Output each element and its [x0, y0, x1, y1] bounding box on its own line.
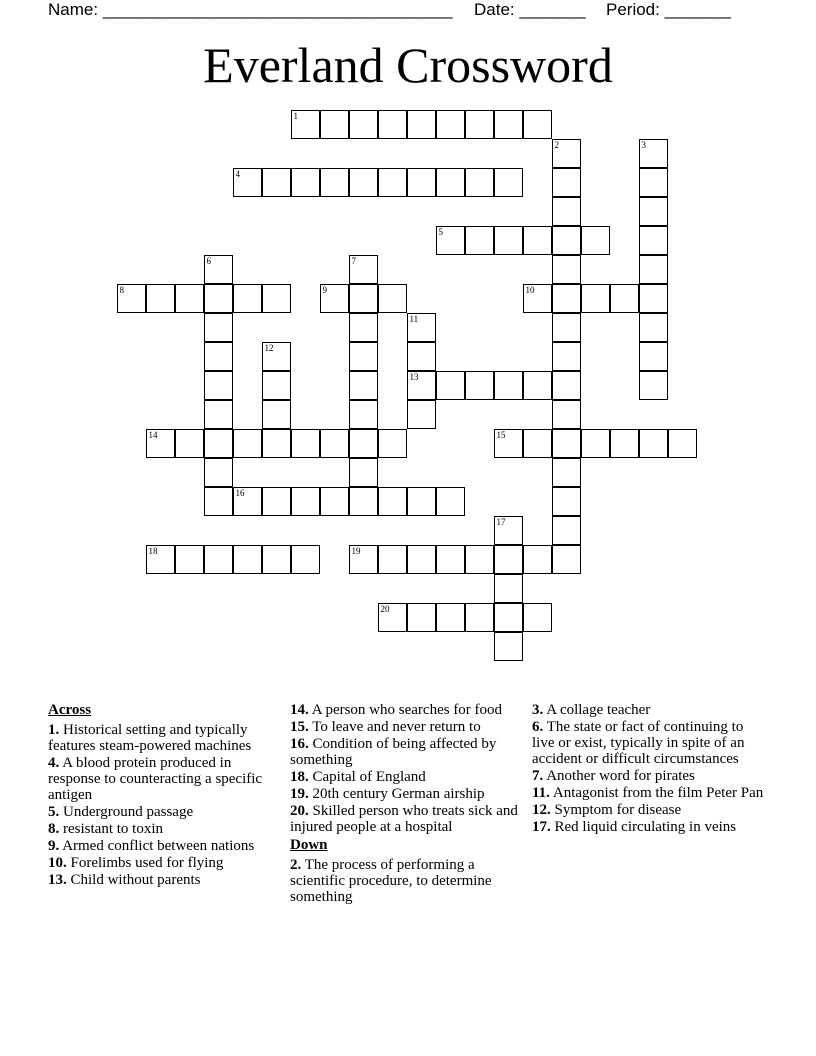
grid-cell[interactable] [523, 429, 552, 458]
grid-cell[interactable] [639, 139, 668, 168]
grid-cell[interactable] [349, 371, 378, 400]
grid-cell[interactable] [349, 255, 378, 284]
grid-cell[interactable] [407, 487, 436, 516]
grid-cell[interactable] [494, 545, 523, 574]
grid-cell[interactable] [233, 429, 262, 458]
clue-number: 11. [532, 785, 550, 801]
clue-text: A blood protein produced in response to counteracting a specific antigen [48, 755, 263, 803]
cell-number: 2 [554, 139, 559, 150]
cell-number: 4 [235, 168, 240, 179]
grid-cell[interactable] [204, 545, 233, 574]
cell-number: 8 [119, 284, 124, 295]
grid-cell[interactable] [262, 487, 291, 516]
grid-cell[interactable] [407, 342, 436, 371]
clue-text: Armed conflict between nations [62, 838, 255, 854]
clue-text: Symptom for disease [554, 802, 682, 818]
grid-cell[interactable] [291, 110, 320, 139]
grid-cell[interactable] [639, 342, 668, 371]
grid-cell[interactable] [552, 516, 581, 545]
grid-cell[interactable] [175, 284, 204, 313]
grid-cell[interactable] [436, 371, 465, 400]
clue-number: 17. [532, 819, 551, 835]
grid-cell[interactable] [465, 110, 494, 139]
grid-cell[interactable] [465, 168, 494, 197]
grid-cell[interactable] [320, 487, 349, 516]
grid-cell[interactable] [320, 168, 349, 197]
grid-cell[interactable] [552, 284, 581, 313]
clue-13 [48, 872, 276, 888]
clue-12 [532, 802, 768, 818]
period-field-label: Period: _______ [606, 0, 731, 19]
clue-text: Capital of England [312, 769, 426, 785]
grid-cell[interactable] [349, 487, 378, 516]
grid-cell[interactable] [262, 400, 291, 429]
grid-cell[interactable] [291, 168, 320, 197]
clue-4 [48, 755, 276, 803]
grid-cell[interactable] [552, 487, 581, 516]
grid-cell[interactable] [436, 168, 465, 197]
grid-cell[interactable] [262, 168, 291, 197]
grid-cell[interactable] [639, 429, 668, 458]
grid-cell[interactable] [552, 458, 581, 487]
grid-cell[interactable] [639, 284, 668, 313]
grid-cell[interactable] [349, 110, 378, 139]
grid-cell[interactable] [204, 429, 233, 458]
grid-cell[interactable] [436, 110, 465, 139]
grid-cell[interactable] [552, 197, 581, 226]
grid-cell[interactable] [349, 458, 378, 487]
clue-15 [290, 719, 522, 735]
clue-3 [532, 702, 768, 718]
grid-cell[interactable] [349, 429, 378, 458]
grid-cell[interactable] [349, 313, 378, 342]
clue-number: 18. [290, 769, 309, 785]
grid-cell[interactable] [465, 545, 494, 574]
clue-16 [290, 736, 522, 768]
grid-cell[interactable] [552, 226, 581, 255]
clue-number: 12. [532, 802, 551, 818]
clue-19 [290, 786, 522, 802]
grid-cell[interactable] [407, 313, 436, 342]
grid-cell[interactable] [639, 313, 668, 342]
grid-cell[interactable] [320, 110, 349, 139]
grid-cell[interactable] [320, 284, 349, 313]
grid-cell[interactable] [291, 429, 320, 458]
grid-cell[interactable] [436, 603, 465, 632]
grid-cell[interactable] [262, 342, 291, 371]
grid-cell[interactable] [523, 284, 552, 313]
clue-20 [290, 803, 522, 835]
grid-cell[interactable] [523, 545, 552, 574]
grid-cell[interactable] [146, 545, 175, 574]
clue-number: 2. [290, 857, 302, 873]
clue-number: 15. [290, 719, 309, 735]
grid-cell[interactable] [349, 342, 378, 371]
cell-number: 20 [380, 603, 390, 614]
grid-cell[interactable] [291, 545, 320, 574]
clue-number: 1. [48, 722, 60, 738]
cell-number: 14 [148, 429, 158, 440]
grid-cell[interactable] [204, 400, 233, 429]
grid-cell[interactable] [349, 168, 378, 197]
date-field-label: Date: _______ [474, 0, 586, 19]
grid-cell[interactable] [349, 400, 378, 429]
grid-cell[interactable] [407, 603, 436, 632]
grid-cell[interactable] [117, 284, 146, 313]
clue-text: Another word for pirates [546, 768, 695, 784]
clue-number: 6. [532, 719, 544, 735]
grid-cell[interactable] [175, 545, 204, 574]
clue-number: 14. [290, 702, 309, 718]
clue-text: Antagonist from the film Peter Pan [552, 785, 764, 801]
clue-17 [532, 819, 768, 835]
grid-cell[interactable] [378, 284, 407, 313]
clue-number: 19. [290, 786, 309, 802]
grid-cell[interactable] [349, 545, 378, 574]
grid-cell[interactable] [523, 603, 552, 632]
grid-cell[interactable] [552, 400, 581, 429]
clue-column-2 [290, 702, 522, 906]
clue-number: 16. [290, 736, 309, 752]
clue-text: Skilled person who treats sick and injured people at a hospital [290, 803, 518, 835]
clue-number: 10. [48, 855, 67, 871]
clue-text: Red liquid circulating in veins [554, 819, 737, 835]
grid-cell[interactable] [523, 226, 552, 255]
clue-text: Child without parents [70, 872, 201, 888]
grid-cell[interactable] [465, 226, 494, 255]
grid-cell[interactable] [378, 429, 407, 458]
grid-cell[interactable] [262, 284, 291, 313]
clue-text: Historical setting and typically features steam-powered machines [48, 722, 252, 754]
across-heading: Across [48, 702, 92, 718]
grid-cell[interactable] [494, 574, 523, 603]
grid-cell[interactable] [233, 487, 262, 516]
grid-cell[interactable] [204, 284, 233, 313]
grid-cell[interactable] [146, 429, 175, 458]
clue-text: The process of performing a scientific procedure, to determine something [290, 857, 492, 905]
clue-number: 9. [48, 838, 60, 854]
cell-number: 12 [264, 342, 274, 353]
cell-number: 5 [438, 226, 443, 237]
grid-cell[interactable] [552, 139, 581, 168]
grid-cell[interactable] [378, 545, 407, 574]
grid-cell[interactable] [494, 429, 523, 458]
clue-1 [48, 722, 276, 754]
clue-9 [48, 838, 276, 854]
grid-cell[interactable] [378, 487, 407, 516]
clue-column-1 [48, 702, 276, 889]
grid-cell[interactable] [494, 371, 523, 400]
grid-cell[interactable] [610, 284, 639, 313]
clue-5 [48, 804, 276, 820]
cell-number: 16 [235, 487, 245, 498]
name-field-label: Name: _____________________________________ [48, 0, 453, 19]
grid-cell[interactable] [668, 429, 697, 458]
grid-cell[interactable] [378, 168, 407, 197]
cell-number: 10 [525, 284, 535, 295]
grid-cell[interactable] [581, 429, 610, 458]
grid-cell[interactable] [552, 168, 581, 197]
cell-number: 19 [351, 545, 361, 556]
grid-cell[interactable] [233, 545, 262, 574]
grid-cell[interactable] [436, 487, 465, 516]
grid-cell[interactable] [610, 429, 639, 458]
grid-cell[interactable] [407, 110, 436, 139]
clue-11 [532, 785, 768, 801]
grid-cell[interactable] [465, 371, 494, 400]
cell-number: 1 [293, 110, 298, 121]
grid-cell[interactable] [523, 371, 552, 400]
grid-cell[interactable] [494, 632, 523, 661]
grid-cell[interactable] [262, 545, 291, 574]
grid-cell[interactable] [407, 545, 436, 574]
grid-cell[interactable] [378, 110, 407, 139]
clue-text: Underground passage [63, 804, 194, 820]
cell-number: 13 [409, 371, 419, 382]
grid-cell[interactable] [494, 603, 523, 632]
cell-number: 17 [496, 516, 506, 527]
grid-cell[interactable] [204, 487, 233, 516]
cell-number: 15 [496, 429, 506, 440]
grid-cell[interactable] [436, 226, 465, 255]
clue-number: 7. [532, 768, 544, 784]
grid-cell[interactable] [349, 284, 378, 313]
clue-text: 20th century German airship [312, 786, 485, 802]
clue-6 [532, 719, 768, 767]
grid-cell[interactable] [407, 168, 436, 197]
clue-number: 13. [48, 872, 67, 888]
clue-number: 4. [48, 755, 60, 771]
grid-cell[interactable] [552, 371, 581, 400]
grid-cell[interactable] [494, 110, 523, 139]
grid-cell[interactable] [581, 226, 610, 255]
clue-text: To leave and never return to [312, 719, 481, 735]
clue-text: resistant to toxin [63, 821, 163, 837]
clue-2 [290, 857, 522, 905]
clue-number: 5. [48, 804, 60, 820]
cell-number: 18 [148, 545, 158, 556]
grid-cell[interactable] [552, 255, 581, 284]
grid-cell[interactable] [639, 226, 668, 255]
grid-cell[interactable] [262, 371, 291, 400]
clue-text: Condition of being affected by something [290, 736, 497, 768]
grid-cell[interactable] [552, 313, 581, 342]
grid-cell[interactable] [639, 255, 668, 284]
clue-8 [48, 821, 276, 837]
clue-10 [48, 855, 276, 871]
grid-cell[interactable] [320, 429, 349, 458]
grid-cell[interactable] [407, 400, 436, 429]
clue-text: A collage teacher [546, 702, 651, 718]
grid-cell[interactable] [204, 458, 233, 487]
clue-text: The state or fact of continuing to live or exist, typically in spite of an accident or difficult circumstances [532, 719, 745, 767]
grid-cell[interactable] [233, 168, 262, 197]
grid-cell[interactable] [552, 342, 581, 371]
cell-number: 11 [409, 313, 419, 324]
clue-7 [532, 768, 768, 784]
clue-text: Forelimbs used for flying [70, 855, 224, 871]
page-title: Everland Crossword [203, 37, 613, 93]
grid-cell[interactable] [378, 603, 407, 632]
clue-text: A person who searches for food [311, 702, 503, 718]
grid-cell[interactable] [204, 255, 233, 284]
grid-cell[interactable] [639, 197, 668, 226]
grid-cell[interactable] [204, 313, 233, 342]
grid-cell[interactable] [204, 371, 233, 400]
clue-14 [290, 702, 522, 718]
grid-cell[interactable] [175, 429, 204, 458]
clue-18 [290, 769, 522, 785]
grid-cell[interactable] [262, 429, 291, 458]
grid-cell[interactable] [494, 168, 523, 197]
grid-cell[interactable] [639, 168, 668, 197]
clue-number: 8. [48, 821, 60, 837]
grid-cell[interactable] [523, 110, 552, 139]
cell-number: 7 [351, 255, 356, 266]
grid-cell[interactable] [494, 226, 523, 255]
grid-cell[interactable] [146, 284, 175, 313]
clue-number: 3. [532, 702, 544, 718]
grid-cell[interactable] [581, 284, 610, 313]
grid-cell[interactable] [407, 371, 436, 400]
grid-cell[interactable] [465, 603, 494, 632]
grid-cell[interactable] [291, 487, 320, 516]
grid-cell[interactable] [204, 342, 233, 371]
grid-cell[interactable] [436, 545, 465, 574]
grid-cell[interactable] [494, 516, 523, 545]
cell-number: 6 [206, 255, 211, 266]
grid-cell[interactable] [233, 284, 262, 313]
clue-column-3 [532, 702, 768, 836]
grid-cell[interactable] [639, 371, 668, 400]
grid-cell[interactable] [552, 429, 581, 458]
grid-cell[interactable] [552, 545, 581, 574]
clue-number: 20. [290, 803, 309, 819]
cell-number: 3 [641, 139, 646, 150]
down-heading: Down [290, 837, 328, 853]
cell-number: 9 [322, 284, 327, 295]
